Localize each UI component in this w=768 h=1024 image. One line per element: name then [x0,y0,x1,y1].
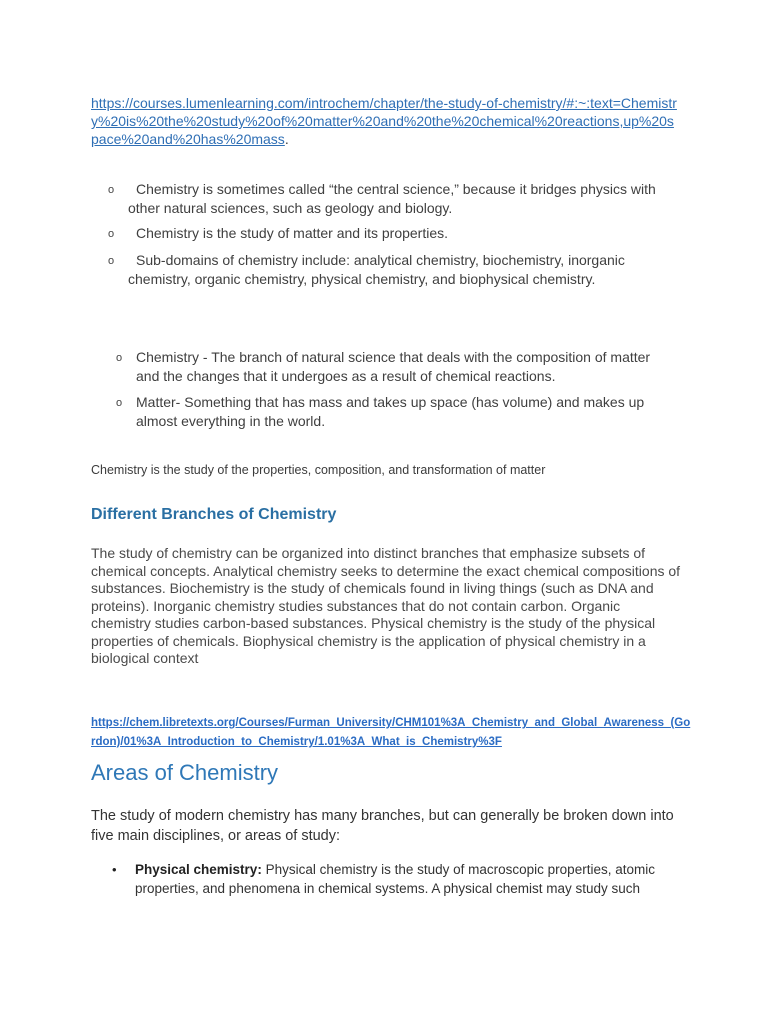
source-link-1-period: . [284,131,289,147]
list-item [108,251,688,289]
source-link-1[interactable]: https://courses.lumenlearning.com/introchem/chapter/the-study-of-chemistry/#:~:text=Chemistry%20is%20the%20study%20of%20matter%20and%20the%20chemical%20reactions,up%20space%20and%20has%20mass [91,95,677,147]
list-item [108,180,688,218]
areas-heading: Areas of Chemistry [91,760,279,785]
hollow-bullet-icon: o [116,352,123,364]
source-link-2[interactable]: https://chem.libretexts.org/Courses/Furman_University/CHM101%3A_Chemistry_and_Global_Awareness_(Gordon)/01%3A_Introduction_to_Chemistry/1.01%3A_What_is_Chemistry%3F [91,717,691,748]
properties-list [108,180,688,289]
source-link-1-block [91,94,681,148]
list-item-text: Matter- Something that has mass and takes up space (has volume) and makes up almost everything in the world. [136,394,645,429]
list-item [108,224,688,243]
branches-paragraph: The study of chemistry can be organized into distinct branches that emphasize subsets of chemical concepts. Analytical chemistry seeks to determine the exact chemical compositions of substances. Biochemistry is the study of chemicals found in living things (such as DNA and proteins). Inorganic chemistry studies substances that do not contain carbon. Organic chemistry studies carbon-based substances. Physical chemistry is the study of the physical properties of chemicals. Biophysical chemistry is the application of physical chemistry in a biological context [91,545,681,666]
source-link-2-block [91,714,691,752]
hollow-bullet-icon: o [116,397,123,409]
list-item-text: Sub-domains of chemistry include: analytical chemistry, biochemistry, inorganic chemistry, organic chemistry, physical chemistry, and biophysical chemistry. [128,252,625,287]
areas-list [112,860,672,898]
branches-heading: Different Branches of Chemistry [91,506,337,523]
list-item-text: Chemistry - The branch of natural science that deals with the composition of matter and the changes that it undergoes as a result of chemical reactions. [136,349,651,384]
list-item [116,348,676,386]
list-item-text: Chemistry is sometimes called “the central science,” because it bridges physics with other natural sciences, such as geology and biology. [128,181,656,216]
hollow-bullet-icon: o [108,184,115,196]
areas-paragraph: The study of modern chemistry has many branches, but can generally be broken down into five main disciplines, or areas of study: [91,808,674,844]
hollow-bullet-icon: o [108,255,115,267]
list-item-text: Chemistry is the study of matter and its properties. [136,225,449,241]
list-item [116,393,676,431]
list-item [112,860,672,898]
definitions-list [116,348,676,431]
hollow-bullet-icon: o [108,228,115,240]
list-item-text: Physical chemistry is the study of macroscopic properties, atomic properties, and phenomena in chemical systems. A physical chemist may study such [135,862,655,896]
bullet-icon: • [112,862,117,877]
list-item-term: Physical chemistry: [135,862,262,877]
summary-sentence: Chemistry is the study of the properties, composition, and transformation of matter [91,463,546,477]
